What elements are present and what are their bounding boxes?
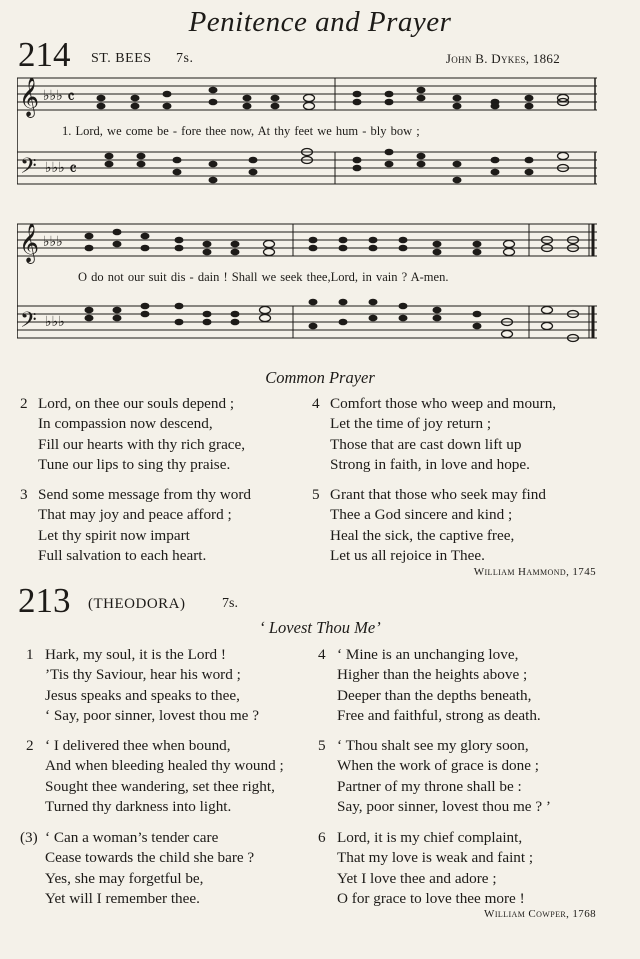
meter-213: 7s.	[222, 596, 238, 611]
svg-text:𝄴: 𝄴	[69, 159, 78, 180]
verse-line: Thee a God sincere and kind ;	[330, 506, 513, 524]
verse-214-2	[20, 394, 300, 476]
verse-214-4	[312, 394, 602, 476]
verse-number: 6	[318, 829, 326, 846]
verse-line: ‘ Mine is an unchanging love,	[337, 646, 519, 663]
verse-line: Lord, on thee our souls depend ;	[38, 395, 235, 412]
verse-line: When the work of grace is done ;	[337, 757, 540, 775]
svg-text:♭♭♭: ♭♭♭	[43, 89, 63, 104]
verse-line: Comfort those who weep and mourn,	[330, 395, 557, 412]
verse-number: 4	[312, 395, 320, 412]
svg-text:♭♭♭: ♭♭♭	[43, 235, 63, 250]
verse-line: Partner of my throne shall be :	[337, 777, 522, 795]
subheading-214: Common Prayer	[265, 368, 375, 387]
subheading-213: ‘ Lovest Thou Me’	[259, 618, 381, 637]
verse-line: Turned thy darkness into light.	[45, 797, 232, 815]
hymn-number-213: 213	[18, 581, 71, 620]
verse-number: 1	[26, 646, 34, 663]
verse-line: ’Tis thy Saviour, hear his word ;	[45, 666, 241, 684]
lyric-line-1: 1. Lord, we come be - fore thee now, At thy feet we hum - bly bow ;	[62, 124, 420, 138]
verse-line: That my love is weak and faint ;	[337, 849, 534, 867]
verse-line: ‘ I delivered thee when bound,	[45, 737, 231, 754]
verse-line: Let the time of joy return ;	[330, 415, 492, 433]
svg-text:𝄢: 𝄢	[20, 154, 37, 184]
verse-line: Deeper than the depths beneath,	[337, 686, 532, 704]
verse-line: Heal the sick, the captive free,	[330, 526, 515, 544]
verse-line: Lord, it is my chief complaint,	[337, 829, 523, 846]
svg-text:♭♭♭: ♭♭♭	[45, 315, 65, 330]
verse-line: Strong in faith, in love and hope.	[330, 455, 530, 473]
author-213: William Cowper, 1768	[484, 908, 596, 920]
verse-213-2	[26, 736, 311, 818]
composer-214: John B. Dykes, 1862	[445, 51, 560, 66]
verse-line: ‘ Thou shalt see my glory soon,	[337, 737, 529, 754]
verse-line: Say, poor sinner, lovest thou me ? ’	[337, 797, 551, 815]
verse-line: Let thy spirit now impart	[38, 526, 190, 544]
verse-line: Those that are cast down lift up	[330, 435, 522, 453]
tune-name-214: ST. BEES	[91, 51, 152, 66]
verse-line: Yet will I remember thee.	[45, 889, 200, 907]
verse-line: O for grace to love thee more !	[337, 889, 525, 907]
verse-line: And when bleeding healed thy wound ;	[45, 757, 284, 775]
verse-line: Let us all rejoice in Thee.	[330, 546, 485, 564]
verse-213-3	[20, 828, 305, 910]
verse-213-1	[26, 645, 306, 727]
svg-text:𝄞: 𝄞	[19, 77, 40, 117]
verse-number: 4	[318, 646, 326, 663]
svg-text:𝄞: 𝄞	[19, 223, 40, 263]
svg-text:𝄢: 𝄢	[20, 308, 37, 338]
verse-line: ‘ Can a woman’s tender care	[45, 829, 219, 846]
verse-number: 2	[20, 395, 28, 412]
verse-line: Full salvation to each heart.	[38, 546, 207, 564]
tune-name-213: (THEODORA)	[88, 596, 186, 612]
svg-text:𝄴: 𝄴	[67, 87, 76, 108]
verse-213-5	[318, 736, 608, 818]
verse-line: Jesus speaks and speaks to thee,	[45, 686, 240, 704]
verse-line: Free and faithful, strong as death.	[337, 706, 541, 724]
verse-214-3	[20, 485, 300, 567]
page-title: Penitence and Prayer	[188, 6, 452, 38]
verse-line: That may joy and peace afford ;	[38, 506, 232, 524]
verse-line: Sought thee wandering, set thee right,	[45, 777, 275, 795]
author-214: William Hammond, 1745	[473, 566, 596, 578]
verse-number: 5	[312, 486, 320, 503]
verse-line: Hark, my soul, it is the Lord !	[45, 646, 226, 663]
verse-number: 3	[20, 486, 28, 503]
verse-number: (3)	[20, 829, 38, 846]
verse-line: In compassion now descend,	[38, 415, 213, 433]
verse-214-5	[312, 485, 602, 567]
hymn-number-214: 214	[18, 35, 71, 74]
verse-number: 5	[318, 737, 326, 754]
lyric-line-2: O do not our suit dis - dain ! Shall we seek thee,Lord, in vain ? A-men.	[78, 270, 449, 284]
verse-line: ‘ Say, poor sinner, lovest thou me ?	[45, 706, 259, 724]
verse-line: Send some message from thy word	[38, 486, 252, 503]
verse-line: Fill our hearts with thy rich grace,	[38, 435, 246, 453]
meter-214: 7s.	[176, 51, 194, 66]
verse-line: Cease towards the child she bare ?	[45, 849, 255, 867]
verse-line: Grant that those who seek may find	[330, 486, 546, 503]
verse-213-4	[318, 645, 608, 727]
svg-text:♭♭♭: ♭♭♭	[45, 161, 65, 176]
verse-line: Yes, she may forgetful be,	[45, 869, 204, 887]
verse-213-6	[318, 828, 608, 910]
verse-number: 2	[26, 737, 34, 754]
verse-line: Tune our lips to sing thy praise.	[38, 455, 231, 473]
verse-line: Yet I love thee and adore ;	[337, 869, 497, 887]
verse-line: Higher than the heights above ;	[337, 666, 528, 684]
